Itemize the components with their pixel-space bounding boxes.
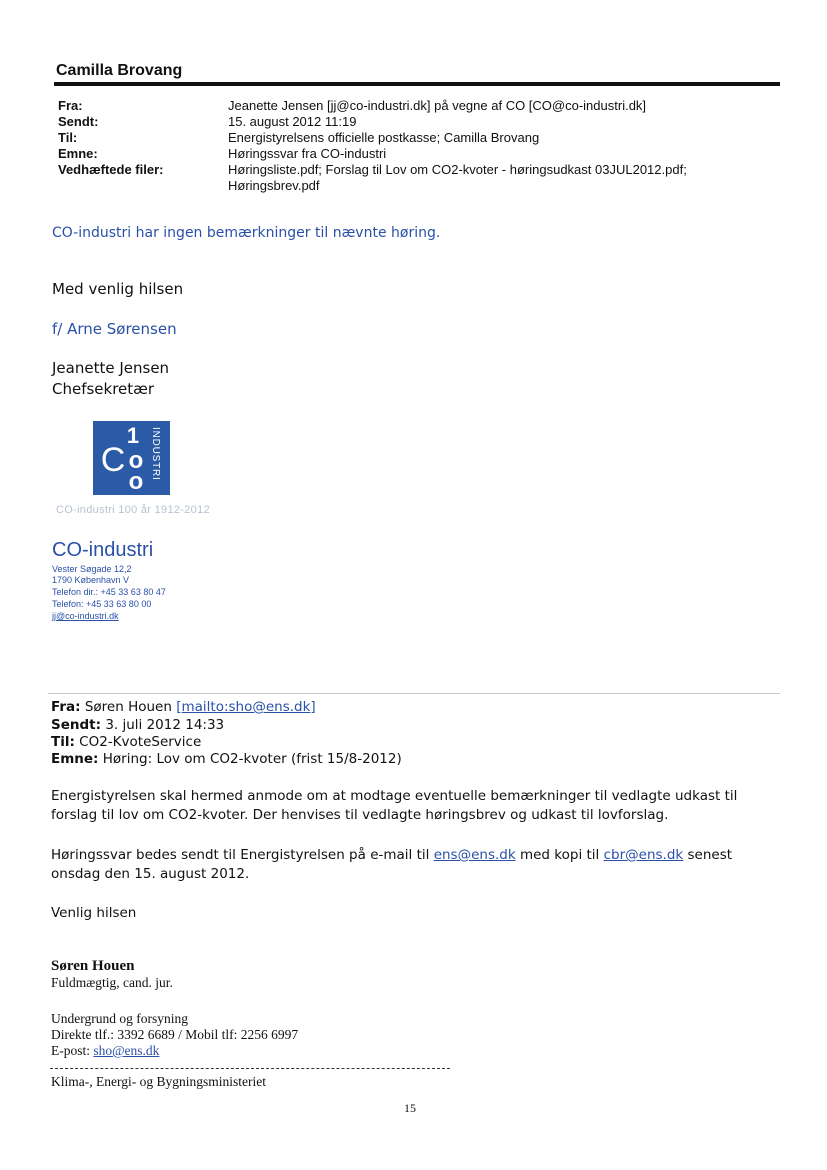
from-label: Fra: [58,98,83,113]
sent-label: Sendt: [58,114,99,129]
fwd-sent-label: Sendt: [51,717,102,733]
sig-department: Undergrund og forsyning [51,1011,188,1026]
fwd-subject-line [51,750,402,768]
sig-phones: Direkte tlf.: 3392 6689 / Mobil tlf: 2256 6997 [51,1027,299,1042]
subject-label: Emne: [58,146,98,161]
to-value: Energistyrelsens officielle postkasse; Camilla Brovang [228,130,540,145]
signer-title: Chefsekretær [52,380,155,398]
fwd-p2-text-3: senest onsdag den 15. august 2012. [51,847,733,882]
logo-vertical-text: INDUSTRI [150,427,161,481]
signature-dashed-rule [50,1068,450,1069]
fwd-p2-text-2: med kopi til [519,847,600,863]
sig-email-link[interactable]: sho@ens.dk [93,1043,160,1058]
logo-graphic [93,421,170,495]
fwd-to-label: Til: [51,734,75,750]
from-value: Jeanette Jensen [jj@co-industri.dk] på vegne af CO [CO@co-industri.dk] [228,98,647,113]
logo-letter-c: C [100,441,126,479]
fwd-from-line [51,698,316,716]
logo-caption: CO-industri 100 år 1912-2012 [56,504,210,516]
title-rule [54,82,780,86]
reply-greeting: Med venlig hilsen [52,280,184,298]
fwd-from-value: Søren Houen [84,699,172,715]
logo-letter-o-bottom: o [128,468,144,495]
fwd-subject-value: Høring: Lov om CO2-kvoter (frist 15/8-2012) [102,751,402,767]
fwd-sent-value: 3. juli 2012 14:33 [105,717,225,733]
company-email-link[interactable]: jj@co-industri.dk [52,611,119,621]
cbr-email-link[interactable]: cbr@ens.dk [603,847,684,863]
sender-name: Camilla Brovang [56,62,183,79]
ens-email-link[interactable]: ens@ens.dk [433,847,516,863]
sig-title: Fuldmægtig, cand. jur. [51,975,173,990]
reply-statement: CO-industri har ingen bemærkninger til nævnte høring. [52,225,441,241]
fwd-sent-line [51,716,224,734]
fwd-mailto-link[interactable]: [mailto:sho@ens.dk] [176,699,316,715]
on-behalf-signature: f/ Arne Sørensen [52,320,177,338]
attachments-label: Vedhæftede filer: [58,162,164,177]
sig-name: Søren Houen [51,958,135,974]
company-name: CO-industri [52,539,154,561]
company-phone-direct: Telefon dir.: +45 33 63 80 47 [52,587,166,597]
signer-name: Jeanette Jensen [52,359,170,377]
logo-letter-o-top: o [128,447,144,474]
fwd-from-label: Fra: [51,699,81,715]
sent-value: 15. august 2012 11:19 [228,114,357,129]
sig-ministry: Klima-, Energi- og Bygningsministeriet [51,1074,266,1089]
fwd-p2-text-1: Høringssvar bedes sendt til Energistyrelsen på e-mail til [51,847,430,863]
fwd-subject-label: Emne: [51,751,99,767]
attachments-value-line2: Høringsbrev.pdf [228,178,320,193]
subject-value: Høringssvar fra CO-industri [228,146,387,161]
to-label: Til: [58,130,78,145]
fwd-to-line [51,733,201,751]
company-city: 1790 København V [52,575,130,585]
fwd-to-value: CO2-KvoteService [79,734,202,750]
fwd-paragraph-2 [51,846,781,884]
sig-email-line [51,1043,159,1059]
page-number: 15 [404,1101,416,1115]
sig-email-label: E-post: [51,1043,90,1058]
company-street: Vester Søgade 12,2 [52,564,132,574]
logo-digit: 1 [126,423,140,448]
fwd-paragraph-1: Energistyrelsen skal hermed anmode om at modtage eventuelle bemærkninger til vedlagte udkast til forslag til lov om CO2-kvoter. Der henvises til vedlagte høringsbrev og udkast til lovforslag. [51,788,738,823]
fwd-closing: Venlig hilsen [51,905,137,921]
company-phone: Telefon: +45 33 63 80 00 [52,599,152,609]
forward-separator [48,693,780,694]
attachments-value: Høringsliste.pdf; Forslag til Lov om CO2-kvoter - høringsudkast 03JUL2012.pdf; [228,162,687,177]
co-industri-logo [93,421,170,495]
